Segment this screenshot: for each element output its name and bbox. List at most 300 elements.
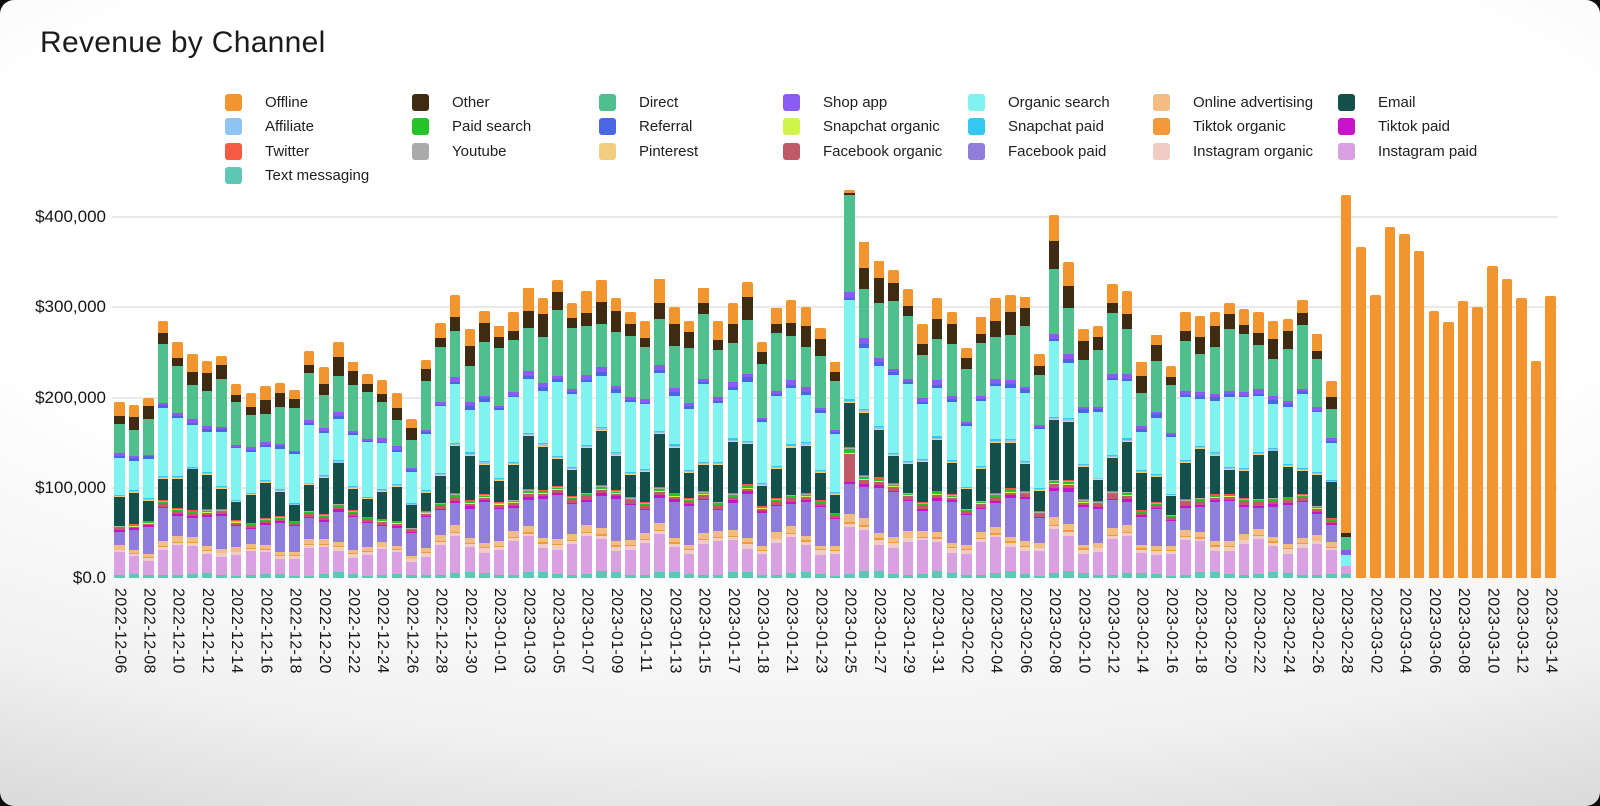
- segment-email: [143, 501, 154, 522]
- bar-2023-01-08[interactable]: [594, 280, 609, 578]
- legend-item-snapchat-organic[interactable]: [783, 117, 940, 137]
- bar-2023-02-25[interactable]: [1295, 300, 1310, 578]
- segment-offline: [801, 307, 812, 325]
- y-tick-label: $0.0: [72, 568, 106, 587]
- bar-2023-01-29[interactable]: [901, 289, 916, 578]
- segment-instagram-paid: [888, 548, 899, 573]
- segment-email: [742, 444, 753, 484]
- stacked-bar: [961, 348, 972, 578]
- bar-2023-01-07[interactable]: [579, 291, 594, 578]
- legend-item-snapchat-paid[interactable]: [968, 117, 1104, 137]
- bar-2023-02-26[interactable]: [1310, 333, 1325, 578]
- segment-online-advertising: [786, 526, 797, 533]
- bar-2023-02-16[interactable]: [1164, 366, 1179, 578]
- segment-other: [1180, 331, 1191, 341]
- segment-facebook-paid: [844, 484, 855, 514]
- segment-text-messaging: [1136, 573, 1147, 578]
- bar-2023-02-10[interactable]: [1076, 329, 1091, 578]
- legend-item-other[interactable]: [412, 92, 490, 112]
- bar-2022-12-11[interactable]: [185, 354, 200, 578]
- legend-item-online-advertising[interactable]: [1153, 92, 1313, 112]
- bar-2023-02-24[interactable]: [1280, 319, 1295, 578]
- segment-organic-search: [654, 373, 665, 431]
- bar-2022-12-28[interactable]: [433, 323, 448, 578]
- stacked-bar: [450, 295, 461, 578]
- segment-instagram-paid: [961, 554, 972, 576]
- segment-direct: [1326, 409, 1337, 438]
- segment-email: [815, 473, 826, 500]
- segment-organic-search: [246, 452, 257, 493]
- segment-other: [508, 331, 519, 340]
- bar-2023-01-19[interactable]: [755, 342, 770, 578]
- segment-text-messaging: [932, 571, 943, 578]
- segment-facebook-paid: [129, 530, 140, 550]
- segment-facebook-paid: [611, 499, 622, 542]
- segment-email: [990, 443, 1001, 493]
- bar-2023-01-04[interactable]: [536, 298, 551, 578]
- segment-instagram-paid: [990, 537, 1001, 572]
- segment-facebook-paid: [216, 516, 227, 549]
- segment-organic-search: [1107, 380, 1118, 456]
- segment-text-messaging: [1049, 573, 1060, 578]
- bar-2023-02-11[interactable]: [1091, 326, 1106, 578]
- segment-text-messaging: [319, 574, 330, 578]
- bar-2023-02-14[interactable]: [1134, 361, 1149, 578]
- segment-organic-search: [1136, 432, 1147, 470]
- bar-2023-01-02[interactable]: [506, 312, 521, 578]
- bar-2023-02-05[interactable]: [1003, 295, 1018, 578]
- bar-2023-02-04[interactable]: [988, 298, 1003, 578]
- bar-2022-12-24[interactable]: [375, 380, 390, 579]
- segment-offline: [1034, 354, 1045, 366]
- bar-2023-02-27[interactable]: [1324, 381, 1339, 578]
- legend-item-direct[interactable]: [599, 92, 678, 112]
- segment-facebook-paid: [567, 504, 578, 533]
- x-tick-label: 2022-12-30: [461, 588, 479, 674]
- segment-online-advertising: [1049, 517, 1060, 525]
- stacked-bar: [1545, 296, 1556, 578]
- segment-offline: [348, 362, 359, 371]
- segment-text-messaging: [289, 576, 300, 578]
- bar-2023-01-01[interactable]: [492, 325, 507, 578]
- bar-2023-01-26[interactable]: [857, 241, 872, 578]
- stacked-bar: [1195, 316, 1206, 578]
- segment-text-messaging: [1107, 575, 1118, 578]
- segment-text-messaging: [523, 572, 534, 578]
- segment-organic-search: [698, 384, 709, 462]
- segment-facebook-paid: [260, 525, 271, 545]
- bar-2023-01-10[interactable]: [623, 312, 638, 578]
- bar-2023-03-09[interactable]: [1470, 307, 1485, 578]
- segment-facebook-paid: [976, 509, 987, 532]
- bar-2023-03-04[interactable]: [1397, 234, 1412, 578]
- bar-2023-01-06[interactable]: [565, 303, 580, 578]
- stacked-bar: [1136, 361, 1147, 578]
- legend-item-referral[interactable]: [599, 117, 692, 137]
- segment-offline: [1531, 361, 1542, 578]
- bar-2022-12-08[interactable]: [141, 398, 156, 578]
- segment-facebook-paid: [1078, 507, 1089, 545]
- y-tick-label: $200,000: [35, 387, 106, 407]
- bar-2023-01-27[interactable]: [872, 260, 887, 578]
- x-tick-label: 2022-12-12: [198, 588, 216, 674]
- segment-direct: [1341, 537, 1352, 551]
- segment-email: [1049, 420, 1060, 479]
- bar-2023-01-17[interactable]: [725, 303, 740, 578]
- bar-2022-12-22[interactable]: [346, 361, 361, 578]
- segment-direct: [1136, 393, 1147, 426]
- legend-item-offline[interactable]: [225, 92, 308, 112]
- bar-2022-12-25[interactable]: [390, 393, 405, 578]
- bar-2022-12-29[interactable]: [448, 295, 463, 578]
- bar-2023-02-03[interactable]: [974, 316, 989, 578]
- x-tick-label: 2023-03-04: [1396, 588, 1414, 674]
- x-tick-label: 2022-12-18: [286, 588, 304, 674]
- segment-email: [465, 456, 476, 500]
- bar-2022-12-15[interactable]: [243, 393, 258, 578]
- segment-instagram-paid: [801, 545, 812, 571]
- segment-facebook-paid: [1093, 509, 1104, 544]
- bar-2023-01-28[interactable]: [886, 270, 901, 578]
- stacked-bar: [1399, 234, 1410, 578]
- legend-item-instagram-paid[interactable]: [1338, 141, 1477, 161]
- bar-2023-03-05[interactable]: [1412, 251, 1427, 578]
- bar-2023-01-14[interactable]: [682, 321, 697, 578]
- bar-2023-01-21[interactable]: [784, 300, 799, 578]
- stacked-bar: [319, 367, 330, 578]
- x-tick-label: 2023-02-06: [1016, 588, 1034, 674]
- stacked-bar: [976, 316, 987, 578]
- segment-other: [917, 344, 928, 355]
- segment-email: [392, 487, 403, 521]
- bar-2022-12-23[interactable]: [360, 374, 375, 578]
- segment-other: [538, 314, 549, 337]
- segment-offline: [479, 311, 490, 323]
- segment-other: [947, 324, 958, 344]
- segment-text-messaging: [961, 575, 972, 578]
- segment-text-messaging: [172, 575, 183, 578]
- segment-organic-search: [435, 406, 446, 473]
- segment-other: [728, 324, 739, 343]
- bar-2022-12-21[interactable]: [331, 342, 346, 578]
- segment-direct: [654, 319, 665, 365]
- segment-offline: [611, 298, 622, 311]
- segment-organic-search: [771, 396, 782, 466]
- bar-2023-01-30[interactable]: [915, 324, 930, 578]
- stacked-bar: [260, 386, 271, 578]
- segment-direct: [348, 385, 359, 431]
- segment-direct: [216, 379, 227, 428]
- legend-item-text-messaging[interactable]: [225, 166, 369, 186]
- bar-2023-03-06[interactable]: [1427, 311, 1442, 578]
- segment-online-advertising: [654, 523, 665, 530]
- bar-2023-03-03[interactable]: [1383, 227, 1398, 578]
- segment-organic-search: [421, 434, 432, 490]
- segment-offline: [1020, 297, 1031, 308]
- bar-2022-12-14[interactable]: [229, 384, 244, 578]
- segment-email: [129, 493, 140, 524]
- bar-2023-02-19[interactable]: [1207, 312, 1222, 578]
- segment-organic-search: [1049, 341, 1060, 416]
- stacked-bar: [552, 280, 563, 578]
- segment-text-messaging: [304, 576, 315, 578]
- segment-facebook-paid: [917, 511, 928, 531]
- segment-instagram-paid: [771, 543, 782, 576]
- legend-item-tiktok-organic[interactable]: [1153, 117, 1286, 137]
- bar-2023-01-24[interactable]: [828, 361, 843, 578]
- segment-instagram-paid: [538, 548, 549, 572]
- segment-text-messaging: [728, 572, 739, 578]
- segment-text-messaging: [465, 572, 476, 578]
- stacked-bar: [114, 402, 125, 578]
- segment-facebook-paid: [640, 510, 651, 533]
- segment-email: [1180, 463, 1191, 500]
- bar-2023-02-20[interactable]: [1222, 303, 1237, 578]
- segment-offline: [275, 383, 286, 392]
- legend-swatch-icon: [599, 143, 616, 160]
- bar-2023-02-02[interactable]: [959, 348, 974, 578]
- segment-facebook-paid: [786, 504, 797, 526]
- legend-item-email[interactable]: [1338, 92, 1416, 112]
- segment-organic-search: [961, 426, 972, 487]
- legend-item-youtube[interactable]: [412, 141, 507, 161]
- segment-other: [640, 338, 651, 347]
- bar-2022-12-16[interactable]: [258, 386, 273, 578]
- segment-facebook-paid: [990, 503, 1001, 527]
- segment-other: [567, 318, 578, 328]
- bar-2022-12-18[interactable]: [287, 390, 302, 578]
- legend-swatch-icon: [225, 167, 242, 184]
- bar-2023-03-07[interactable]: [1441, 322, 1456, 578]
- bar-2023-01-31[interactable]: [930, 298, 945, 578]
- segment-text-messaging: [698, 575, 709, 578]
- segment-direct: [947, 344, 958, 396]
- segment-email: [669, 448, 680, 493]
- segment-offline: [1356, 247, 1367, 578]
- bar-2023-03-01[interactable]: [1354, 247, 1369, 578]
- segment-instagram-paid: [932, 542, 943, 571]
- segment-instagram-paid: [479, 553, 490, 573]
- bar-2022-12-30[interactable]: [463, 329, 478, 578]
- segment-text-messaging: [377, 575, 388, 578]
- bar-2023-01-23[interactable]: [813, 328, 828, 578]
- segment-direct: [1239, 334, 1250, 392]
- legend-item-facebook-paid[interactable]: [968, 141, 1106, 161]
- segment-other: [304, 365, 315, 373]
- bar-2023-03-14[interactable]: [1543, 296, 1558, 578]
- bar-2023-03-08[interactable]: [1456, 301, 1471, 578]
- bar-2022-12-20[interactable]: [316, 367, 331, 578]
- segment-organic-search: [538, 391, 549, 443]
- bar-2023-01-20[interactable]: [769, 307, 784, 578]
- stacked-bar: [1385, 227, 1396, 578]
- segment-instagram-paid: [216, 557, 227, 575]
- stacked-bar: [1239, 309, 1250, 578]
- bar-2023-01-03[interactable]: [521, 287, 536, 578]
- stacked-bar: [304, 351, 315, 578]
- segment-direct: [172, 366, 183, 413]
- stacked-bar: [1283, 319, 1294, 578]
- segment-facebook-paid: [158, 508, 169, 541]
- bar-2022-12-13[interactable]: [214, 356, 229, 578]
- bar-2023-02-18[interactable]: [1193, 316, 1208, 578]
- segment-email: [216, 489, 227, 509]
- legend-label: Email: [1378, 93, 1416, 111]
- segment-offline: [523, 288, 534, 311]
- segment-other: [1136, 376, 1147, 393]
- chart-title: Revenue by Channel: [40, 26, 326, 59]
- segment-offline: [319, 367, 330, 384]
- segment-facebook-paid: [319, 522, 330, 539]
- bar-2023-01-05[interactable]: [550, 280, 565, 578]
- segment-organic-search: [1341, 555, 1352, 566]
- bar-2023-02-21[interactable]: [1237, 309, 1252, 578]
- bar-2023-02-23[interactable]: [1266, 321, 1281, 578]
- segment-direct: [465, 366, 476, 403]
- legend-item-instagram-organic[interactable]: [1153, 141, 1313, 161]
- segment-email: [917, 462, 928, 503]
- segment-offline: [874, 261, 885, 278]
- legend-item-affiliate[interactable]: [225, 117, 314, 137]
- segment-text-messaging: [1122, 573, 1133, 578]
- bar-2022-12-07[interactable]: [127, 405, 142, 578]
- bar-2023-01-09[interactable]: [609, 298, 624, 578]
- segment-organic-search: [289, 454, 300, 503]
- segment-other: [932, 319, 943, 340]
- segment-email: [1297, 471, 1308, 494]
- segment-offline: [158, 321, 169, 333]
- x-tick-label: 2023-01-13: [666, 588, 684, 674]
- segment-instagram-paid: [654, 534, 665, 572]
- bar-2023-02-13[interactable]: [1120, 291, 1135, 578]
- stacked-bar: [801, 307, 812, 578]
- bar-2022-12-31[interactable]: [477, 311, 492, 578]
- bar-2022-12-06[interactable]: [112, 402, 127, 578]
- segment-other: [143, 406, 154, 419]
- segment-offline: [961, 348, 972, 358]
- bar-2023-02-09[interactable]: [1061, 262, 1076, 578]
- bar-2023-01-16[interactable]: [711, 321, 726, 578]
- x-tick-label: 2022-12-08: [140, 588, 158, 674]
- segment-instagram-paid: [625, 550, 636, 575]
- segment-instagram-paid: [465, 547, 476, 572]
- stacked-bar: [917, 324, 928, 578]
- bar-2022-12-17[interactable]: [273, 383, 288, 578]
- legend-item-paid-search[interactable]: [412, 117, 531, 137]
- bar-2022-12-12[interactable]: [200, 361, 215, 578]
- bar-2023-02-15[interactable]: [1149, 334, 1164, 578]
- bar-2023-02-08[interactable]: [1047, 215, 1062, 578]
- stacked-bar: [143, 398, 154, 578]
- bar-2023-03-10[interactable]: [1485, 266, 1500, 578]
- legend-item-facebook-organic[interactable]: [783, 141, 942, 161]
- bar-2023-01-12[interactable]: [652, 278, 667, 578]
- legend-label: Snapchat organic: [823, 118, 940, 135]
- bar-2023-01-18[interactable]: [740, 282, 755, 578]
- x-tick-label: 2023-02-18: [1192, 588, 1210, 674]
- segment-email: [976, 469, 987, 501]
- bar-2023-01-22[interactable]: [798, 307, 813, 578]
- stacked-bar: [421, 360, 432, 578]
- segment-direct: [333, 376, 344, 412]
- bar-2023-02-12[interactable]: [1105, 284, 1120, 578]
- segment-offline: [669, 307, 680, 324]
- segment-other: [158, 333, 169, 344]
- bar-2023-03-11[interactable]: [1500, 279, 1515, 578]
- legend-item-shop-app[interactable]: [783, 92, 887, 112]
- segment-email: [158, 479, 169, 500]
- segment-offline: [1326, 381, 1337, 397]
- segment-text-messaging: [830, 576, 841, 578]
- segment-offline: [450, 295, 461, 318]
- legend-swatch-icon: [599, 94, 616, 111]
- segment-direct: [377, 402, 388, 439]
- segment-email: [713, 465, 724, 502]
- bar-2022-12-27[interactable]: [419, 360, 434, 578]
- bar-2023-01-13[interactable]: [667, 307, 682, 578]
- bar-2023-02-01[interactable]: [945, 312, 960, 578]
- segment-organic-search: [216, 432, 227, 486]
- bar-2022-12-09[interactable]: [156, 321, 171, 578]
- legend-label: Facebook paid: [1008, 142, 1107, 160]
- bar-2022-12-19[interactable]: [302, 351, 317, 578]
- legend-item-twitter[interactable]: [225, 141, 309, 161]
- bar-2023-02-07[interactable]: [1032, 354, 1047, 578]
- bar-2023-03-13[interactable]: [1529, 361, 1544, 578]
- segment-offline: [1399, 234, 1410, 578]
- segment-organic-search: [581, 382, 592, 445]
- bar-2023-01-25[interactable]: [842, 190, 857, 578]
- segment-facebook-paid: [538, 499, 549, 538]
- segment-organic-search: [479, 402, 490, 462]
- segment-email: [275, 492, 286, 517]
- bar-2023-02-06[interactable]: [1018, 296, 1033, 578]
- bar-2023-02-22[interactable]: [1251, 312, 1266, 578]
- segment-offline: [1063, 262, 1074, 286]
- legend-item-tiktok-paid[interactable]: [1338, 117, 1450, 137]
- stacked-bar: [581, 291, 592, 578]
- stacked-bar: [1093, 326, 1104, 578]
- segment-instagram-paid: [275, 559, 286, 574]
- segment-direct: [567, 328, 578, 389]
- bar-2022-12-10[interactable]: [170, 342, 185, 578]
- x-tick-label: 2023-02-20: [1221, 588, 1239, 674]
- segment-facebook-paid: [1034, 518, 1045, 543]
- segment-facebook-paid: [231, 526, 242, 547]
- segment-text-messaging: [1195, 572, 1206, 578]
- legend-item-organic-search[interactable]: [968, 92, 1110, 112]
- bar-2022-12-26[interactable]: [404, 419, 419, 578]
- legend-item-pinterest[interactable]: [599, 141, 698, 161]
- segment-text-messaging: [815, 574, 826, 578]
- segment-other: [450, 317, 461, 330]
- bar-2023-03-12[interactable]: [1514, 298, 1529, 578]
- segment-organic-search: [976, 401, 987, 466]
- bar-2023-01-11[interactable]: [638, 321, 653, 578]
- bar-2023-02-17[interactable]: [1178, 312, 1193, 578]
- bar-2023-01-15[interactable]: [696, 287, 711, 578]
- stacked-bar: [742, 282, 753, 578]
- stacked-bar: [786, 300, 797, 578]
- segment-email: [450, 446, 461, 493]
- segment-text-messaging: [1078, 573, 1089, 578]
- bar-2023-02-28[interactable]: [1339, 195, 1354, 578]
- segment-offline: [1297, 300, 1308, 313]
- bar-2023-03-02[interactable]: [1368, 295, 1383, 578]
- segment-instagram-paid: [567, 544, 578, 575]
- segment-organic-search: [392, 452, 403, 485]
- segment-instagram-paid: [830, 554, 841, 576]
